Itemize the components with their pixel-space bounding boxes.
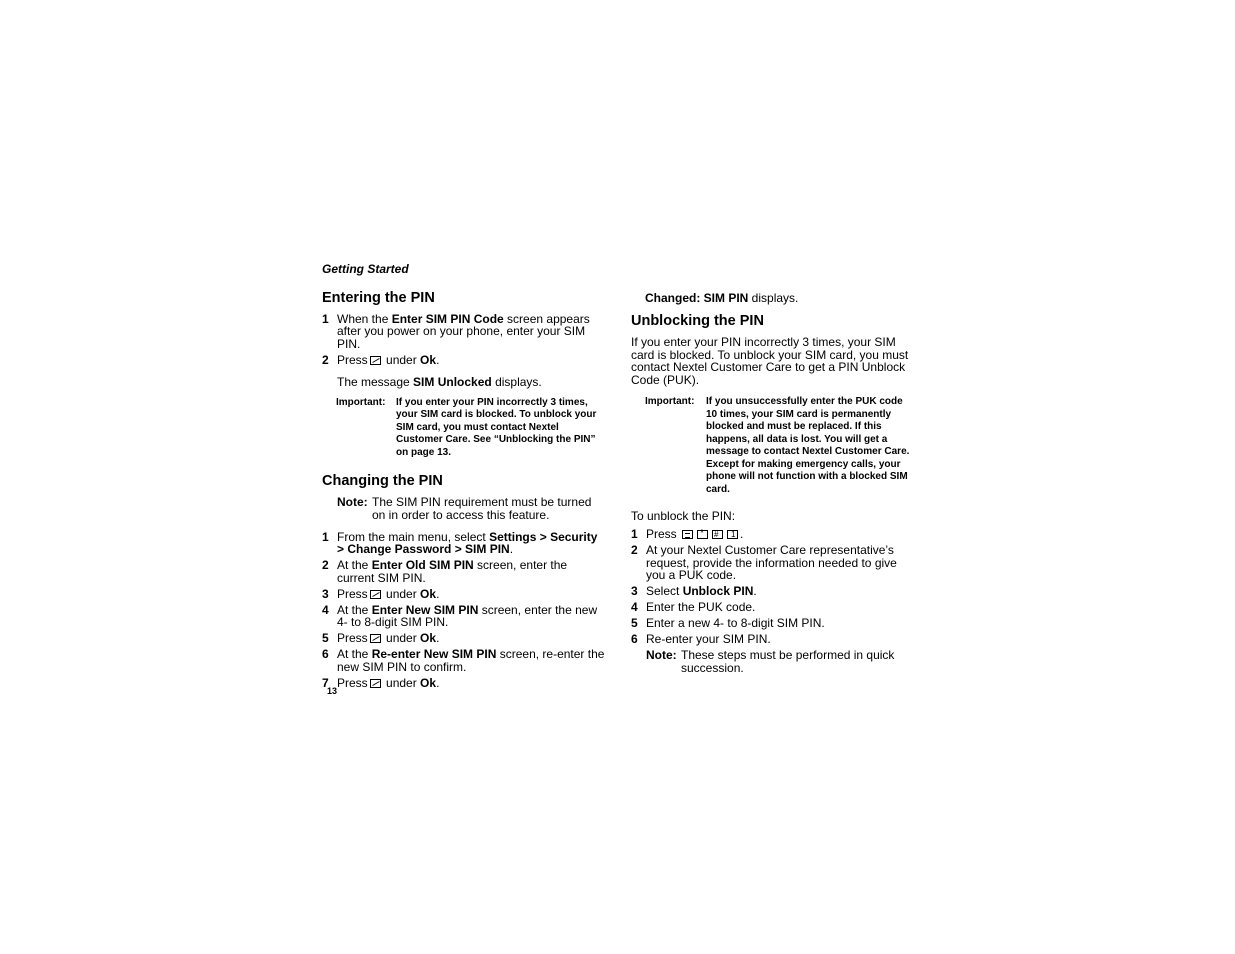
step-number: 3 (322, 586, 329, 601)
important-text: If you enter your PIN incorrectly 3 times, your SIM card is blocked. To unblock your SIM card, you must contact Nextel Customer Care. See “Unblocking the PIN” on page 13. (396, 396, 597, 458)
step-text: At your Nextel Customer Care representative’s request, provide the information needed to give you a PUK code. (646, 543, 897, 583)
step-number: 7 (322, 675, 329, 690)
step (322, 588, 606, 600)
to-unblock-text: To unblock the PIN: (631, 509, 736, 524)
important-note (645, 396, 913, 496)
important-label: Important: (645, 396, 695, 408)
heading-changing-pin: Changing the PIN (322, 473, 443, 490)
note-label: Note: (646, 648, 677, 663)
step-text: When the Enter SIM PIN Code screen appears after you power on your phone, enter your SIM PIN. (337, 312, 590, 351)
step (322, 677, 606, 689)
step-number: 1 (631, 527, 638, 542)
step-text: Press *#1 . (646, 528, 913, 540)
message-text: The message SIM Unlocked displays. (337, 375, 542, 390)
note (646, 649, 913, 674)
important-note (336, 397, 606, 460)
step-text: Enter the PUK code. (646, 600, 756, 615)
step-text: Press under Ok. (337, 631, 440, 646)
step-number: 4 (322, 602, 329, 617)
step-text: At the Enter New SIM PIN screen, enter the new 4- to 8-digit SIM PIN. (337, 602, 598, 630)
step (631, 633, 913, 645)
step (322, 648, 606, 673)
step-number: 1 (322, 312, 329, 326)
step (322, 604, 606, 629)
step-number: 5 (322, 631, 329, 646)
heading-entering-pin: Entering the PIN (322, 290, 435, 306)
step (322, 354, 606, 366)
note-label: Note: (337, 495, 368, 510)
step-text: At the Enter Old SIM PIN screen, enter the current SIM PIN. (337, 558, 568, 585)
step (322, 531, 606, 556)
right-column (631, 292, 913, 674)
step-text: Enter a new 4- to 8-digit SIM PIN. (646, 616, 825, 631)
soft-key-icon (370, 679, 381, 688)
soft-key-icon (370, 634, 381, 643)
intro-text: If you enter your PIN incorrectly 3 times, your SIM card is blocked. To unblock your SIM card, you must contact Nextel Customer Care to get a PIN Unblock Code (PUK). (631, 335, 909, 387)
running-header: Getting Started (322, 262, 409, 276)
changed-message: Changed: SIM PIN displays. (645, 291, 799, 305)
left-column (322, 290, 606, 693)
soft-key-icon (370, 590, 381, 599)
step-number: 2 (322, 558, 329, 573)
step (322, 632, 606, 644)
soft-key-icon (370, 356, 381, 365)
step-text: Select Unblock PIN. (646, 584, 757, 599)
note (337, 496, 606, 521)
pound-key-icon (712, 530, 723, 539)
step-number: 3 (631, 584, 638, 599)
note-text: The SIM PIN requirement must be turned on in order to access this feature. (372, 495, 592, 522)
important-label: Important: (336, 396, 386, 408)
step (631, 528, 913, 540)
step-text: Re-enter your SIM PIN. (646, 632, 771, 647)
step (631, 585, 913, 597)
star-key-icon (697, 530, 708, 539)
step (322, 313, 606, 350)
step-text: Press under Ok. (337, 352, 440, 367)
step (631, 544, 913, 581)
step-number: 1 (322, 529, 329, 544)
menu-key-icon (682, 530, 693, 539)
note-text: These steps must be performed in quick succession. (681, 648, 895, 675)
step (631, 617, 913, 629)
step-text: Press under Ok. (337, 675, 440, 690)
step-number: 2 (631, 543, 638, 558)
step-number: 6 (631, 632, 638, 647)
step-number: 6 (322, 647, 329, 662)
step-number: 5 (631, 616, 638, 631)
step (631, 601, 913, 613)
step-number: 4 (631, 600, 638, 615)
important-text: If you unsuccessfully enter the PUK code 10 times, your SIM card is permanently blocked and must be replaced. If this happens, all data is lost. You will get a message to contact Nextel Customer Care. Except for making emergency calls, your phone will not function with a blocked SIM card. (706, 396, 910, 495)
page-number: 13 (327, 686, 338, 696)
step-text: Press under Ok. (337, 586, 440, 601)
step-number: 2 (322, 352, 329, 367)
step-text: From the main menu, select Settings > Security > Change Password > SIM PIN. (337, 529, 598, 557)
one-key-icon (727, 530, 738, 539)
step-text: At the Re-enter New SIM PIN screen, re-enter the new SIM PIN to confirm. (337, 647, 605, 674)
heading-unblocking-pin: Unblocking the PIN (631, 313, 764, 330)
step (322, 559, 606, 584)
